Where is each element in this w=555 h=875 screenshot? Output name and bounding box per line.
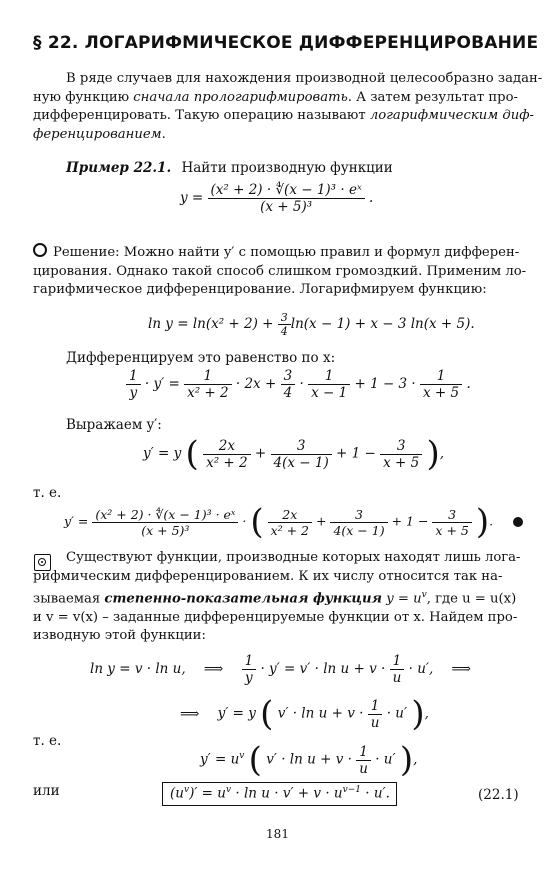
solution-line-3: гарифмическое дифференцирование. Логарифмируем функцию: bbox=[33, 282, 487, 297]
formula-yprime: y′ = y ( $\frac{2x}{\text{x² + 2}}$ + $\frac{3}{4(x - 1)}$ + 1 − $\frac{3}{x + 5}$ ), bbox=[143, 434, 445, 474]
example-heading bbox=[66, 160, 393, 176]
example-text: Найти производную функции bbox=[181, 160, 393, 176]
equation-number: (22.1) bbox=[478, 787, 519, 803]
section-title: § 22. ЛОГАРИФМИЧЕСКОЕ ДИФФЕРЕНЦИРОВАНИЕ bbox=[33, 33, 539, 53]
note-line-3: зываемая степенно-показательная функция $y = u^v$, где u = u(x) bbox=[33, 590, 517, 607]
formula-power-derivative: $(u^v)' = u^v \cdot \ln u \cdot v' + v \cdot u^{v-1} \cdot u'$. bbox=[170, 785, 390, 802]
intro-paragraph bbox=[33, 70, 543, 144]
formula-power-yprime: ⟹ y′ = y ( v′ · ln u + v · $\frac{1}{u}$ · u′ ), bbox=[180, 694, 429, 734]
text-ie-2: т. е. bbox=[33, 733, 62, 749]
page-number: 181 bbox=[266, 827, 289, 841]
formula-function: y = $\frac{\text{(x² + 2) · ∜(x − 1)³ · eˣ}}{\text{(x + 5)³}}$ . bbox=[180, 182, 374, 215]
note-paragraph bbox=[33, 549, 525, 646]
text-differentiate: Дифференцируем это равенство по x: bbox=[66, 350, 336, 366]
note-line-5: изводную этой функции: bbox=[33, 628, 206, 644]
solution-end-icon bbox=[513, 517, 523, 527]
intro-line-2: ную функцию сначала прологарифмировать. А затем результат про- bbox=[33, 89, 518, 105]
intro-line-1: В ряде случаев для нахождения производной целесообразно задан- bbox=[66, 71, 543, 86]
solution-line-1: Решение: Можно найти y′ с помощью правил и формул дифферен- bbox=[33, 243, 525, 263]
formula-log: ln y = ln(x² + 2) + $\frac{3}{4}$ ln(x − 1) + x − 3 ln(x + 5). bbox=[148, 311, 475, 338]
note-line-4: и v = v(x) – заданные дифференцируемые функции от x. Найдем про- bbox=[33, 609, 518, 625]
example-label: Пример 22.1. bbox=[66, 160, 172, 176]
text-express: Выражаем y′: bbox=[66, 417, 162, 433]
solution-paragraph bbox=[33, 243, 525, 300]
intro-line-3: дифференцировать. Такую операцию называют логарифмическим диф- bbox=[33, 108, 534, 123]
formula-derivative: $\frac{1}{y}$ · y′ = $\frac{1}{\text{x² + 2}}$ · 2x + $\frac{3}{4}$ · $\frac{1}{x - 1}$ + 1 − 3 · $\frac{1}{x + 5}$ . bbox=[126, 368, 471, 401]
solution-line-2: цирования. Однако такой способ слишком громоздкий. Применим ло- bbox=[33, 263, 527, 279]
note-line-2: рифмическим дифференцированием. К их числу относится так на- bbox=[33, 568, 503, 584]
intro-line-4: ференцированием. bbox=[33, 126, 166, 142]
formula-power-result: $y' = u^v$ ( v′ · ln u + v · $\frac{1}{u}$ · u′ ), bbox=[200, 740, 418, 780]
solution-start-icon bbox=[33, 243, 47, 257]
formula-final: y′ = $\frac{\text{(x² + 2) · ∜(x − 1)³ · eˣ}}{\text{(x + 5)³}}$ · ( $\frac{2x}{\text{x² + 2}}$ + $\frac{3}{4(x - 1)}$ + 1 − $\frac{3}{x + 5}$ ). bbox=[64, 502, 494, 542]
text-ie-1: т. е. bbox=[33, 485, 62, 501]
formula-power-log: ln y = v · ln u, ⟹ $\frac{1}{y}$ · y′ = v′ · ln u + v · $\frac{1}{u}$ · u′, ⟹ bbox=[90, 653, 471, 686]
note-line-1: Существуют функции, производные которых находят лишь лога- bbox=[66, 550, 521, 565]
text-or: или bbox=[33, 783, 60, 799]
